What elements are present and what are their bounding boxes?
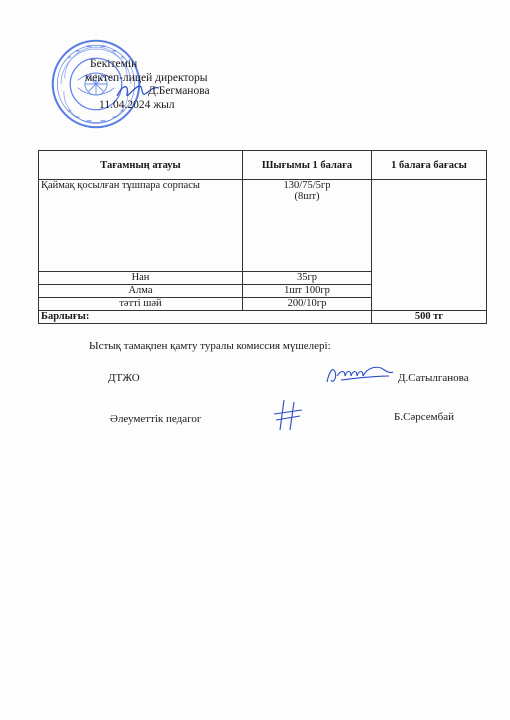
dish-yield: 200/10гр [243,298,372,311]
member2-role: Әлеуметтік педагог [110,413,202,425]
header-dish-name: Тағамның атауы [39,151,243,180]
total-value: 500 тг [372,311,487,324]
member2-signature [270,396,306,434]
total-label: Барлығы: [39,311,372,324]
price-cell [372,180,487,311]
menu-table [38,150,487,324]
approval-position: мектеп-лицей директоры [85,71,208,84]
dish-yield-line2: (8шт) [294,191,320,202]
dish-yield [243,180,372,272]
dish-name: Нан [39,272,243,285]
approval-block [85,58,210,112]
dish-yield: 1шт 100гр [243,285,372,298]
commission-title: Ыстық тамақпен қамту туралы комиссия мүшелері: [89,340,331,352]
dish-name: Алма [39,285,243,298]
header-price: 1 балаға бағасы [372,151,487,180]
member1-role: ДТЖО [108,372,140,384]
dish-name: Қаймақ қосылған тұшпара сорпасы [39,180,243,272]
member1-signature [323,362,395,388]
member1-name: Д.Сатылганова [398,372,469,384]
member2-name: Б.Сәрсембай [394,411,455,423]
approval-name: Д.Бегманова [148,85,210,98]
dish-name: тәтті шәй [39,298,243,311]
approval-date: 11.04.2024 жыл [99,98,175,111]
dish-yield: 35гр [243,272,372,285]
table-header-row [39,151,487,180]
approval-title: Бекітемін [90,58,138,70]
dish-yield-line1: 130/75/5гр [283,180,331,191]
table-row [39,180,487,272]
total-row [39,311,487,324]
header-yield: Шығымы 1 балаға [243,151,372,180]
